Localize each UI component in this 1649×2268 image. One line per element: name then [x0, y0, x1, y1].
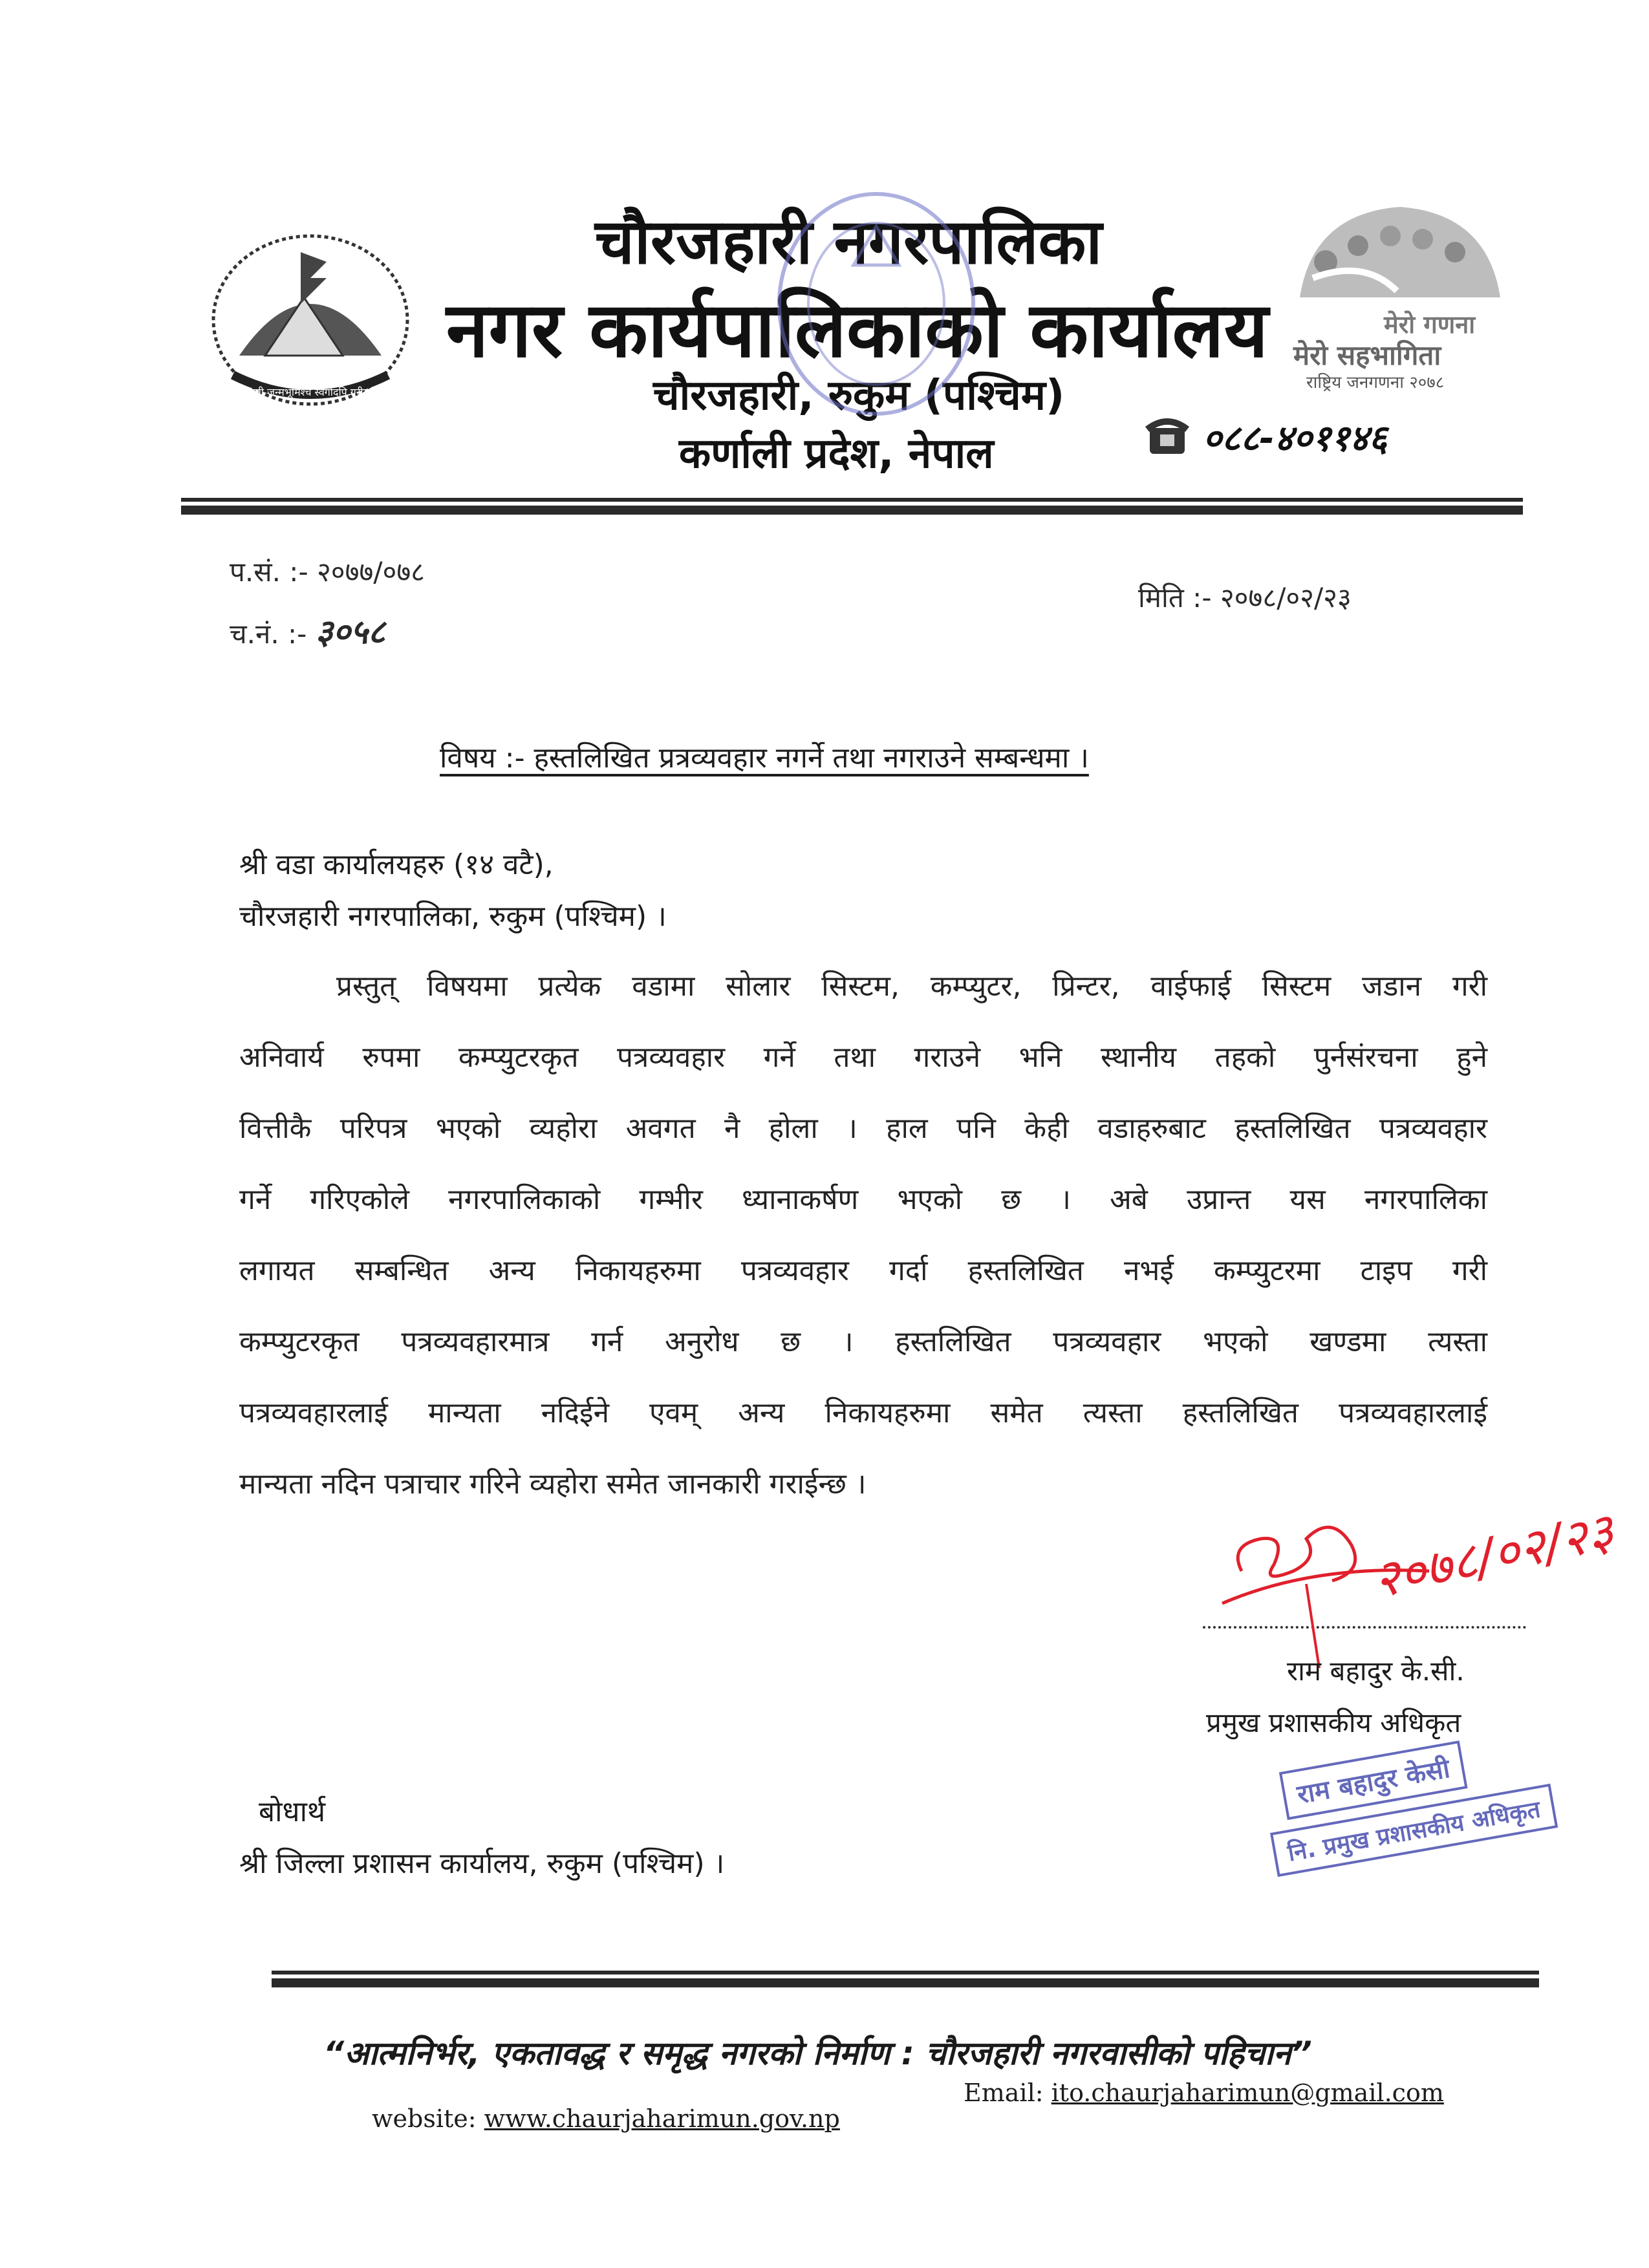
census-slogan-3: राष्ट्रिय जनगणना २०७८ — [1306, 373, 1445, 392]
phone-icon — [1145, 414, 1190, 459]
date-label: मिति :- — [1138, 582, 1212, 614]
ps-value: २०७७/०७८ — [316, 556, 425, 588]
signatory-title: प्रमुख प्रशासकीय अधिकृत — [1206, 1707, 1461, 1738]
stamp-title: नि. प्रमुख प्रशासकीय अधिकृत — [1270, 1784, 1558, 1877]
footer-slogan: “आत्मनिर्भर, एकतावद्ध र समृद्ध नगरको निर्माण : चौरजहारी नगरवासीको पहिचान” — [323, 2035, 1312, 2072]
office-address: चौरजहारी, रुकुम (पश्चिम) — [653, 372, 1065, 420]
body-line-2: अनिवार्य रुपमा कम्प्युटरकृत पत्रव्यवहार गर्ने तथा गराउने भनि स्थानीय तहको पुर्नसंरचना हुने — [239, 1041, 1487, 1074]
body-line-7: पत्रव्यवहारलाई मान्यता नदिईने एवम् अन्य निकायहरुमा समेत त्यस्ता हस्तलिखित पत्रव्यवहारलाई — [239, 1396, 1487, 1429]
body-line-5: लगायत सम्बन्धित अन्य निकायहरुमा पत्रव्यवहार गर्दा हस्तलिखित नभई कम्प्युटरमा टाइप गरी — [239, 1254, 1487, 1287]
header-rule-bottom — [181, 506, 1523, 515]
body-line-4: गर्ने गरिएकोले नगरपालिकाको गम्भीर ध्यानाकर्षण भएको छ । अबे उप्रान्त यस नगरपालिका — [239, 1183, 1487, 1216]
cn-label: च.नं. :- — [230, 618, 307, 650]
census-slogan-1: मेरो गणना — [1384, 310, 1476, 339]
cc-recipient: श्री जिल्ला प्रशासन कार्यालय, रुकुम (पश्चिम) । — [239, 1847, 725, 1880]
cc-label: बोधार्थ — [259, 1795, 326, 1828]
letter-date — [1138, 579, 1352, 615]
footer-website — [372, 2104, 840, 2133]
body-line-3: वित्तीकै परिपत्र भएको व्यहोरा अवगत नै होला । हाल पनि केही वडाहरुबाट हस्तलिखित पत्रव्यवहार — [239, 1112, 1487, 1145]
signature-date: २०७८/०२/२३ — [1368, 1502, 1619, 1610]
email-link[interactable]: ito.chaurjaharimun@gmail.com — [1051, 2079, 1444, 2107]
date-value: २०७८/०२/२३ — [1220, 582, 1352, 614]
nepal-emblem — [194, 226, 427, 420]
recipient-line-1: श्री वडा कार्यालयहरु (१४ वटै), — [239, 848, 554, 881]
municipality-seal — [770, 187, 983, 420]
header-rule-top — [181, 498, 1523, 502]
svg-text:जननी जन्मभूमिश्च स्वर्गादपि गर: जननी जन्मभूमिश्च स्वर्गादपि गरीयसी — [242, 386, 379, 398]
cn-number — [230, 608, 385, 654]
footer-email — [964, 2079, 1444, 2107]
body-line-1: प्रस्तुत् विषयमा प्रत्येक वडामा सोलार सिस्टम, कम्प्युटर, प्रिन्टर, वाईफाई सिस्टम जडान गरी — [336, 970, 1487, 1003]
ps-label: प.सं. :- — [230, 556, 308, 588]
census-slogan-2: मेरो सहभागिता — [1293, 339, 1441, 371]
census-logo — [1287, 200, 1513, 394]
signatory-name: राम बहादुर के.सी. — [1287, 1655, 1465, 1687]
cn-value: ३०५८ — [315, 613, 385, 652]
office-province: कर्णाली प्रदेश, नेपाल — [679, 430, 994, 478]
subject-line: विषय :- हस्तलिखित प्रत्रव्यवहार नगर्ने तथा नगराउने सम्बन्धमा । — [440, 742, 1089, 775]
body-line-6: कम्प्युटरकृत पत्रव्यवहारमात्र गर्न अनुरोध छ । हस्तलिखित पत्रव्यवहार भएको खण्डमा त्यस्ता — [239, 1325, 1487, 1358]
body-line-8: मान्यता नदिन पत्राचार गरिने व्यहोरा समेत जानकारी गराईन्छ । — [239, 1468, 867, 1501]
municipality-name: चौरजहारी नगरपालिका — [595, 206, 1103, 278]
website-label: website: — [372, 2104, 477, 2133]
phone-number: ०८८-४०११४६ — [1203, 418, 1388, 460]
footer-rule-top — [272, 1971, 1539, 1974]
ps-number — [230, 553, 425, 590]
email-label: Email: — [964, 2079, 1044, 2107]
website-link[interactable]: www.chaurjaharimun.gov.np — [484, 2104, 840, 2133]
recipient-line-2: चौरजहारी नगरपालिका, रुकुम (पश्चिम) । — [239, 900, 667, 933]
footer-rule-bottom — [272, 1978, 1539, 1987]
stamp-name: राम बहादुर केसी — [1279, 1740, 1467, 1820]
office-name: नगर कार्यपालिकाको कार्यालय — [446, 285, 1269, 374]
